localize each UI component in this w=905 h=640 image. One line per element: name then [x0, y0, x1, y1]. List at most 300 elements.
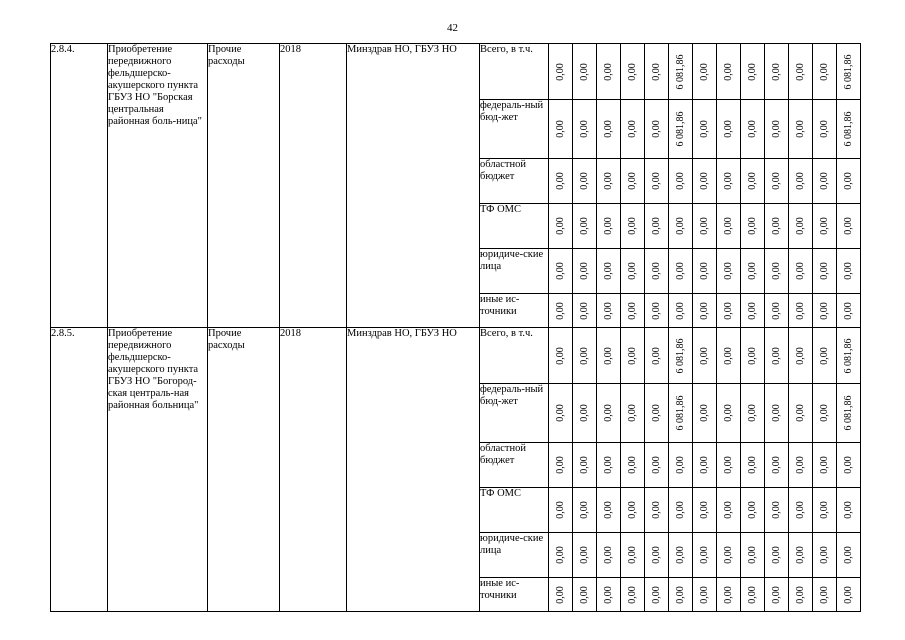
row-executor: Минздрав НО, ГБУЗ НО — [347, 44, 480, 328]
value-text: 0,00 — [842, 217, 854, 235]
value-text: 0,00 — [722, 546, 734, 564]
value-text: 0,00 — [554, 301, 566, 320]
value-text: 0,00 — [650, 585, 662, 604]
value-cell — [813, 384, 837, 443]
value-cell — [789, 294, 813, 328]
value-text: 0,00 — [818, 62, 830, 81]
value-cell — [717, 443, 741, 488]
value-cell — [669, 533, 693, 578]
value-cell — [573, 533, 597, 578]
value-text: 0,00 — [674, 456, 686, 474]
value-text: 0,00 — [794, 404, 806, 422]
value-cell — [813, 100, 837, 159]
value-text: 0,00 — [674, 301, 686, 320]
funding-source: ТФ ОМС — [480, 204, 549, 249]
value-text: 0,00 — [602, 501, 614, 519]
value-text: 0,00 — [626, 62, 638, 81]
value-cell — [813, 249, 837, 294]
value-cell — [741, 294, 765, 328]
value-text: 0,00 — [818, 172, 830, 190]
value-text: 0,00 — [626, 546, 638, 564]
value-cell — [621, 443, 645, 488]
value-cell — [789, 328, 813, 384]
value-text: 0,00 — [626, 172, 638, 190]
value-text: 0,00 — [602, 62, 614, 81]
value-text: 0,00 — [722, 456, 734, 474]
value-cell — [597, 100, 621, 159]
value-text: 0,00 — [602, 262, 614, 280]
value-text: 0,00 — [554, 262, 566, 280]
value-text: 0,00 — [794, 217, 806, 235]
value-cell — [669, 204, 693, 249]
value-cell — [597, 249, 621, 294]
value-cell — [813, 159, 837, 204]
value-cell — [693, 44, 717, 100]
value-text: 0,00 — [698, 262, 710, 280]
value-text: 0,00 — [674, 262, 686, 280]
value-cell — [765, 159, 789, 204]
value-cell — [597, 384, 621, 443]
value-text: 0,00 — [770, 546, 782, 564]
value-text: 0,00 — [842, 301, 854, 320]
value-text: 0,00 — [578, 301, 590, 320]
value-text: 0,00 — [674, 172, 686, 190]
value-cell — [741, 578, 765, 612]
value-text: 0,00 — [602, 346, 614, 365]
value-text: 0,00 — [794, 120, 806, 138]
value-cell — [741, 204, 765, 249]
value-text: 0,00 — [818, 262, 830, 280]
value-text: 0,00 — [842, 262, 854, 280]
value-cell — [645, 249, 669, 294]
value-cell — [549, 533, 573, 578]
value-cell — [669, 443, 693, 488]
value-text: 6 081,86 — [842, 54, 854, 89]
value-text: 0,00 — [746, 62, 758, 81]
value-cell — [621, 249, 645, 294]
value-text: 0,00 — [578, 546, 590, 564]
value-text: 0,00 — [578, 120, 590, 138]
value-cell — [741, 443, 765, 488]
value-text: 0,00 — [698, 120, 710, 138]
value-cell — [693, 533, 717, 578]
value-text: 0,00 — [626, 501, 638, 519]
value-text: 0,00 — [794, 301, 806, 320]
value-text: 0,00 — [746, 120, 758, 138]
value-cell — [693, 100, 717, 159]
value-cell — [813, 204, 837, 249]
value-cell — [789, 578, 813, 612]
value-text: 0,00 — [818, 456, 830, 474]
value-cell — [765, 100, 789, 159]
value-text: 0,00 — [578, 62, 590, 81]
value-text: 0,00 — [770, 404, 782, 422]
value-cell — [621, 294, 645, 328]
value-cell — [837, 204, 861, 249]
value-cell — [597, 294, 621, 328]
value-text: 0,00 — [842, 172, 854, 190]
value-text: 0,00 — [794, 346, 806, 365]
value-cell — [597, 44, 621, 100]
page-number: 42 — [447, 22, 458, 34]
value-text: 6 081,86 — [674, 395, 686, 431]
value-cell — [597, 443, 621, 488]
funding-source: ТФ ОМС — [480, 488, 549, 533]
value-cell — [573, 443, 597, 488]
value-text: 6 081,86 — [842, 111, 854, 147]
value-cell — [669, 294, 693, 328]
value-cell — [549, 159, 573, 204]
value-cell — [669, 578, 693, 612]
value-text: 0,00 — [626, 301, 638, 320]
value-text: 0,00 — [650, 501, 662, 519]
value-text: 0,00 — [746, 346, 758, 365]
row-year: 2018 — [280, 328, 347, 612]
value-text: 0,00 — [746, 501, 758, 519]
value-cell — [693, 384, 717, 443]
value-cell — [669, 100, 693, 159]
value-cell — [621, 159, 645, 204]
value-cell — [789, 488, 813, 533]
value-text: 0,00 — [746, 546, 758, 564]
value-text: 0,00 — [818, 301, 830, 320]
value-cell — [741, 44, 765, 100]
value-text: 0,00 — [818, 120, 830, 138]
value-text: 0,00 — [650, 172, 662, 190]
funding-source: юридиче-ские лица — [480, 249, 549, 294]
row-executor: Минздрав НО, ГБУЗ НО — [347, 328, 480, 612]
value-cell — [693, 488, 717, 533]
value-text: 0,00 — [770, 301, 782, 320]
value-text: 0,00 — [626, 120, 638, 138]
value-cell — [645, 578, 669, 612]
value-text: 0,00 — [626, 262, 638, 280]
value-cell — [837, 384, 861, 443]
row-number: 2.8.4. — [51, 44, 108, 328]
value-cell — [765, 44, 789, 100]
value-cell — [717, 488, 741, 533]
value-text: 0,00 — [818, 546, 830, 564]
value-text: 0,00 — [698, 346, 710, 365]
value-cell — [573, 578, 597, 612]
value-cell — [621, 328, 645, 384]
value-text: 0,00 — [770, 62, 782, 81]
value-text: 0,00 — [818, 404, 830, 422]
value-text: 0,00 — [578, 404, 590, 422]
value-text: 0,00 — [770, 585, 782, 604]
value-text: 0,00 — [698, 404, 710, 422]
value-text: 0,00 — [626, 346, 638, 365]
value-cell — [645, 294, 669, 328]
value-cell — [549, 488, 573, 533]
value-cell — [813, 578, 837, 612]
value-cell — [621, 533, 645, 578]
value-cell — [741, 533, 765, 578]
value-cell — [549, 294, 573, 328]
value-cell — [693, 294, 717, 328]
value-cell — [597, 488, 621, 533]
value-text: 0,00 — [554, 501, 566, 519]
value-cell — [621, 384, 645, 443]
value-cell — [789, 204, 813, 249]
value-text: 0,00 — [554, 456, 566, 474]
value-text: 0,00 — [602, 172, 614, 190]
row-year: 2018 — [280, 44, 347, 328]
value-cell — [789, 384, 813, 443]
funding-source: федераль-ный бюд-жет — [480, 100, 549, 159]
value-cell — [549, 328, 573, 384]
value-cell — [645, 533, 669, 578]
value-cell — [813, 328, 837, 384]
value-text: 0,00 — [602, 404, 614, 422]
row-expense-type: Прочие расходы — [208, 44, 280, 328]
value-cell — [621, 488, 645, 533]
value-text: 0,00 — [818, 585, 830, 604]
value-cell — [693, 204, 717, 249]
value-cell — [765, 578, 789, 612]
value-text: 0,00 — [842, 456, 854, 474]
value-text: 6 081,86 — [674, 338, 686, 373]
value-text: 0,00 — [746, 172, 758, 190]
value-cell — [717, 533, 741, 578]
value-text: 0,00 — [794, 172, 806, 190]
value-cell — [741, 249, 765, 294]
value-cell — [573, 44, 597, 100]
value-cell — [837, 249, 861, 294]
value-text: 0,00 — [650, 346, 662, 365]
value-cell — [549, 204, 573, 249]
value-text: 0,00 — [578, 346, 590, 365]
value-text: 0,00 — [698, 546, 710, 564]
table-row — [51, 44, 861, 100]
value-text: 0,00 — [626, 404, 638, 422]
value-cell — [741, 488, 765, 533]
value-cell — [693, 443, 717, 488]
value-text: 0,00 — [674, 546, 686, 564]
value-text: 0,00 — [842, 501, 854, 519]
value-text: 0,00 — [722, 585, 734, 604]
value-text: 0,00 — [650, 62, 662, 81]
value-cell — [837, 488, 861, 533]
value-text: 0,00 — [698, 585, 710, 604]
value-cell — [789, 533, 813, 578]
value-text: 0,00 — [602, 546, 614, 564]
value-text: 0,00 — [554, 585, 566, 604]
value-cell — [669, 249, 693, 294]
table-row — [51, 328, 861, 384]
value-cell — [765, 443, 789, 488]
value-cell — [573, 328, 597, 384]
row-name: Приобретение передвижного фельдшерско-акушерского пункта ГБУЗ НО "Богород-ская централь-ная районная больница" — [108, 328, 208, 612]
value-cell — [573, 159, 597, 204]
value-text: 0,00 — [698, 301, 710, 320]
value-cell — [549, 384, 573, 443]
value-text: 0,00 — [722, 217, 734, 235]
value-text: 0,00 — [578, 456, 590, 474]
value-text: 0,00 — [578, 217, 590, 235]
value-cell — [669, 384, 693, 443]
value-text: 0,00 — [698, 62, 710, 81]
value-cell — [645, 159, 669, 204]
value-cell — [645, 204, 669, 249]
value-cell — [765, 533, 789, 578]
value-text: 0,00 — [746, 301, 758, 320]
value-cell — [717, 578, 741, 612]
value-cell — [717, 328, 741, 384]
value-cell — [621, 204, 645, 249]
value-cell — [765, 294, 789, 328]
value-cell — [789, 249, 813, 294]
value-cell — [765, 328, 789, 384]
value-text: 0,00 — [722, 346, 734, 365]
value-cell — [813, 443, 837, 488]
value-cell — [837, 533, 861, 578]
row-name: Приобретение передвижного фельдшерско-акушерского пункта ГБУЗ НО "Борская центральная районная боль-ница" — [108, 44, 208, 328]
value-text: 0,00 — [770, 262, 782, 280]
value-cell — [789, 159, 813, 204]
value-cell — [741, 100, 765, 159]
value-cell — [813, 533, 837, 578]
funding-source: иные ис-точники — [480, 294, 549, 328]
value-cell — [573, 294, 597, 328]
value-text: 0,00 — [626, 585, 638, 604]
value-text: 0,00 — [650, 301, 662, 320]
value-text: 0,00 — [578, 172, 590, 190]
value-text: 0,00 — [770, 501, 782, 519]
value-cell — [765, 488, 789, 533]
value-text: 0,00 — [674, 585, 686, 604]
value-text: 0,00 — [650, 217, 662, 235]
value-cell — [621, 578, 645, 612]
value-text: 0,00 — [770, 217, 782, 235]
value-cell — [597, 578, 621, 612]
budget-table — [50, 43, 861, 612]
value-text: 0,00 — [554, 404, 566, 422]
value-cell — [837, 443, 861, 488]
value-text: 0,00 — [626, 217, 638, 235]
value-text: 0,00 — [650, 456, 662, 474]
value-cell — [717, 204, 741, 249]
value-text: 0,00 — [698, 217, 710, 235]
value-text: 0,00 — [554, 120, 566, 138]
value-cell — [597, 328, 621, 384]
value-text: 0,00 — [746, 217, 758, 235]
value-cell — [645, 443, 669, 488]
value-cell — [741, 159, 765, 204]
value-text: 0,00 — [770, 456, 782, 474]
funding-source: Всего, в т.ч. — [480, 328, 549, 384]
value-cell — [837, 100, 861, 159]
value-cell — [645, 44, 669, 100]
value-text: 0,00 — [794, 62, 806, 81]
value-text: 0,00 — [818, 217, 830, 235]
value-text: 0,00 — [770, 346, 782, 365]
value-cell — [549, 578, 573, 612]
value-cell — [837, 294, 861, 328]
value-cell — [573, 488, 597, 533]
value-cell — [645, 100, 669, 159]
value-cell — [669, 488, 693, 533]
value-text: 0,00 — [674, 501, 686, 519]
value-cell — [669, 159, 693, 204]
value-text: 0,00 — [554, 546, 566, 564]
value-cell — [573, 249, 597, 294]
value-cell — [645, 384, 669, 443]
value-text: 0,00 — [722, 501, 734, 519]
value-text: 0,00 — [602, 120, 614, 138]
value-cell — [549, 443, 573, 488]
value-cell — [813, 294, 837, 328]
value-text: 0,00 — [578, 501, 590, 519]
value-text: 6 081,86 — [674, 111, 686, 147]
value-cell — [837, 159, 861, 204]
value-text: 0,00 — [722, 301, 734, 320]
value-text: 0,00 — [602, 585, 614, 604]
value-cell — [765, 384, 789, 443]
value-text: 0,00 — [602, 456, 614, 474]
value-text: 0,00 — [698, 172, 710, 190]
value-text: 0,00 — [770, 172, 782, 190]
value-text: 0,00 — [722, 172, 734, 190]
value-cell — [621, 44, 645, 100]
value-cell — [669, 328, 693, 384]
funding-source: иные ис-точники — [480, 578, 549, 612]
value-text: 0,00 — [602, 217, 614, 235]
value-cell — [597, 204, 621, 249]
value-cell — [813, 488, 837, 533]
value-cell — [717, 249, 741, 294]
funding-source: областной бюджет — [480, 159, 549, 204]
value-text: 0,00 — [554, 172, 566, 190]
value-text: 0,00 — [818, 346, 830, 365]
value-cell — [549, 100, 573, 159]
value-text: 0,00 — [722, 62, 734, 81]
value-text: 0,00 — [794, 501, 806, 519]
value-cell — [717, 384, 741, 443]
value-cell — [597, 159, 621, 204]
value-cell — [573, 204, 597, 249]
value-cell — [597, 533, 621, 578]
value-cell — [693, 249, 717, 294]
value-cell — [645, 488, 669, 533]
value-text: 0,00 — [794, 456, 806, 474]
value-text: 6 081,86 — [842, 338, 854, 373]
value-cell — [573, 100, 597, 159]
value-cell — [717, 159, 741, 204]
value-text: 0,00 — [626, 456, 638, 474]
value-text: 0,00 — [554, 346, 566, 365]
value-text: 0,00 — [746, 585, 758, 604]
value-text: 0,00 — [794, 262, 806, 280]
funding-source: Всего, в т.ч. — [480, 44, 549, 100]
funding-source: областной бюджет — [480, 443, 549, 488]
value-text: 6 081,86 — [842, 395, 854, 431]
value-cell — [717, 294, 741, 328]
value-text: 0,00 — [650, 546, 662, 564]
funding-source: юридиче-ские лица — [480, 533, 549, 578]
value-text: 0,00 — [554, 62, 566, 81]
value-text: 0,00 — [698, 456, 710, 474]
value-text: 0,00 — [842, 546, 854, 564]
value-text: 0,00 — [722, 262, 734, 280]
value-text: 0,00 — [722, 404, 734, 422]
value-text: 0,00 — [746, 404, 758, 422]
value-cell — [765, 204, 789, 249]
value-text: 0,00 — [746, 456, 758, 474]
value-cell — [765, 249, 789, 294]
value-text: 0,00 — [554, 217, 566, 235]
value-cell — [669, 44, 693, 100]
